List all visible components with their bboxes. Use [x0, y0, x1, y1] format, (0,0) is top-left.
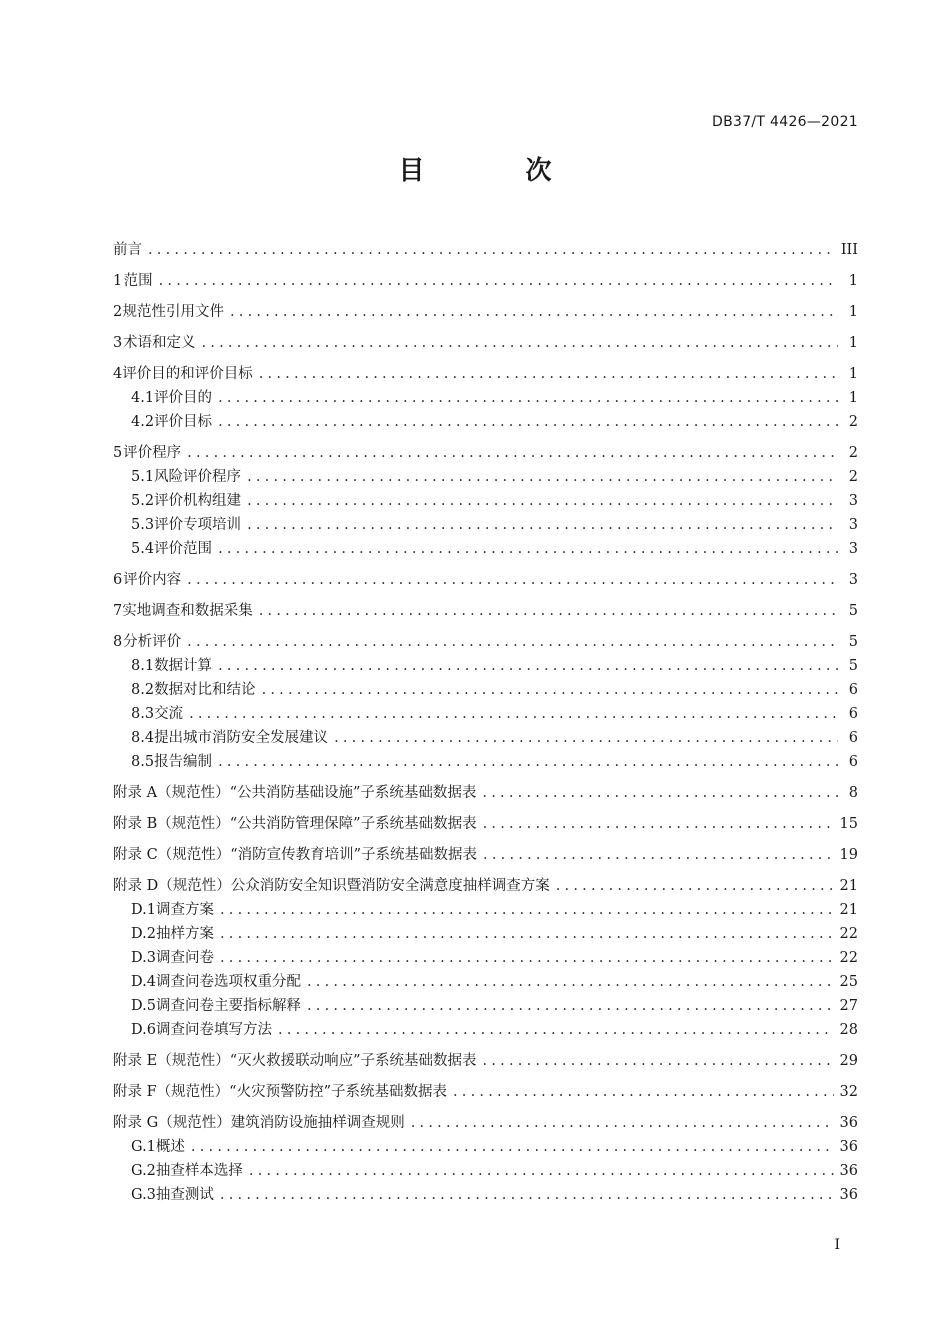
toc-entry-number: 5: [113, 445, 123, 461]
toc-leader-dots: [411, 1111, 834, 1135]
toc-entry[interactable]: [113, 1135, 858, 1159]
toc-entry-page: 32: [839, 1084, 858, 1100]
toc-entry-page: 3: [848, 517, 858, 533]
toc-entry-title: 调查问卷主要指标解释: [155, 998, 301, 1014]
toc-leader-dots: [218, 386, 838, 410]
toc-entry[interactable]: [113, 812, 858, 836]
toc-leader-dots: [249, 1159, 834, 1183]
toc-entry-number: D.6: [131, 1022, 156, 1038]
toc-entry-page: 2: [848, 414, 858, 430]
toc-entry-page: 36: [839, 1139, 858, 1155]
toc-entry-page: 21: [839, 878, 858, 894]
toc-entry-page: 1: [848, 304, 858, 320]
toc-entry[interactable]: [113, 970, 858, 994]
toc-entry-page: 2: [848, 469, 858, 485]
toc-leader-dots: [556, 874, 834, 898]
toc-entry-title: 抽样方案: [155, 926, 214, 942]
toc-leader-dots: [230, 300, 838, 324]
toc-entry-title: 评价范围: [154, 541, 213, 557]
toc-leader-dots: [247, 513, 838, 537]
toc-entry-title: 报告编制: [154, 754, 213, 770]
toc-entry-page: 6: [848, 754, 858, 770]
toc-leader-dots: [453, 1080, 834, 1104]
toc-leader-dots: [247, 465, 838, 489]
toc-leader-dots: [201, 331, 838, 355]
toc-leader-dots: [218, 537, 838, 561]
toc-entry-page: 28: [839, 1022, 858, 1038]
toc-entry-number: 4.2: [131, 414, 155, 430]
toc-entry-title: 数据计算: [154, 658, 213, 674]
page-title: 目 次: [398, 156, 598, 186]
toc-entry-title: 附录 C（规范性）“消防宣传教育培训”子系统基础数据表: [113, 847, 478, 863]
toc-entry-title: 抽查样本选择: [155, 1163, 243, 1179]
toc-entry-number: 5.1: [131, 469, 155, 485]
toc-entry-title: 实地调查和数据采集: [122, 603, 253, 619]
toc-entry[interactable]: [113, 898, 858, 922]
toc-entry[interactable]: [113, 1183, 858, 1207]
toc-entry-title: 概述: [155, 1139, 185, 1155]
toc-entry[interactable]: [113, 678, 858, 702]
toc-leader-dots: [218, 654, 838, 678]
toc-entry-title: 调查问卷: [155, 950, 214, 966]
page-number: I: [834, 1237, 840, 1253]
toc-entry-number: 5.4: [131, 541, 155, 557]
toc-leader-dots: [187, 630, 838, 654]
toc-leader-dots: [220, 946, 834, 970]
toc-leader-dots: [483, 812, 834, 836]
toc-entry[interactable]: [113, 410, 858, 434]
toc-entry-number: 6: [113, 572, 123, 588]
toc-leader-dots: [218, 410, 838, 434]
toc-leader-dots: [187, 568, 838, 592]
toc-entry[interactable]: [113, 922, 858, 946]
table-of-contents: [113, 238, 858, 1207]
toc-entry-number: D.3: [131, 950, 156, 966]
toc-entry-number: 4: [113, 366, 123, 382]
toc-leader-dots: [259, 599, 838, 623]
toc-entry-number: G.3: [131, 1187, 156, 1203]
toc-entry-page: 3: [848, 493, 858, 509]
toc-entry[interactable]: [113, 489, 858, 513]
toc-entry-page: 5: [848, 603, 858, 619]
toc-entry-title: 提出城市消防安全发展建议: [154, 730, 329, 746]
toc-entry-page: 36: [839, 1115, 858, 1131]
toc-entry-page: 19: [839, 847, 858, 863]
toc-entry-title: 前言: [113, 242, 142, 258]
toc-entry-title: 附录 E（规范性）“灭火救援联动响应”子系统基础数据表: [113, 1053, 477, 1069]
toc-entry-page: 5: [848, 658, 858, 674]
toc-entry-number: 5.3: [131, 517, 155, 533]
toc-entry-number: G.2: [131, 1163, 156, 1179]
toc-entry-page: 27: [839, 998, 858, 1014]
toc-entry-number: 8.4: [131, 730, 155, 746]
toc-entry[interactable]: [113, 1159, 858, 1183]
toc-entry-page: 22: [839, 926, 858, 942]
toc-entry-page: 6: [848, 706, 858, 722]
toc-entry-title: 范围: [123, 273, 153, 289]
toc-entry-page: 1: [848, 390, 858, 406]
toc-entry[interactable]: [113, 1111, 858, 1135]
toc-entry-title: 评价机构组建: [154, 493, 242, 509]
toc-entry-page: 2: [848, 445, 858, 461]
toc-entry-title: 附录 F（规范性）“火灾预警防控”子系统基础数据表: [113, 1084, 447, 1100]
toc-leader-dots: [220, 898, 834, 922]
toc-entry-page: 22: [839, 950, 858, 966]
toc-entry-title: 评价目标: [154, 414, 213, 430]
toc-entry-title: 附录 D（规范性）公众消防安全知识暨消防安全满意度抽样调查方案: [113, 878, 550, 894]
toc-entry-number: 8: [113, 634, 123, 650]
toc-entry[interactable]: [113, 269, 858, 293]
toc-leader-dots: [189, 702, 838, 726]
toc-leader-dots: [159, 269, 838, 293]
toc-entry[interactable]: [113, 1049, 858, 1073]
toc-entry[interactable]: [113, 1080, 858, 1104]
toc-entry[interactable]: [113, 599, 858, 623]
toc-leader-dots: [307, 970, 834, 994]
toc-entry-title: 评价目的: [154, 390, 213, 406]
toc-entry-number: 8.1: [131, 658, 155, 674]
toc-entry-title: 附录 G（规范性）建筑消防设施抽样调查规则: [113, 1115, 405, 1131]
toc-entry[interactable]: [113, 750, 858, 774]
toc-entry-title: 数据对比和结论: [154, 682, 256, 698]
toc-entry[interactable]: [113, 513, 858, 537]
toc-entry[interactable]: [113, 238, 858, 262]
toc-entry[interactable]: [113, 300, 858, 324]
toc-entry[interactable]: [113, 537, 858, 561]
toc-entry[interactable]: [113, 994, 858, 1018]
toc-leader-dots: [262, 678, 838, 702]
toc-entry[interactable]: [113, 843, 858, 867]
toc-entry[interactable]: [113, 874, 858, 898]
toc-leader-dots: [220, 1183, 834, 1207]
toc-entry-title: 分析评价: [123, 634, 182, 650]
toc-entry-title: 风险评价程序: [154, 469, 242, 485]
toc-leader-dots: [247, 489, 838, 513]
toc-entry[interactable]: [113, 726, 858, 750]
toc-entry-page: 1: [848, 335, 858, 351]
toc-entry-title: 评价程序: [123, 445, 182, 461]
toc-leader-dots: [218, 750, 838, 774]
toc-entry-page: 29: [839, 1053, 858, 1069]
toc-entry-title: 附录 A（规范性）“公共消防基础设施”子系统基础数据表: [113, 785, 477, 801]
toc-entry-number: D.5: [131, 998, 156, 1014]
toc-entry-page: 36: [839, 1187, 858, 1203]
toc-leader-dots: [334, 726, 838, 750]
toc-entry-page: 6: [848, 682, 858, 698]
toc-leader-dots: [483, 843, 834, 867]
toc-entry-number: 8.5: [131, 754, 155, 770]
toc-entry-number: 4.1: [131, 390, 155, 406]
toc-entry-title: 抽查测试: [155, 1187, 214, 1203]
toc-entry-page: 6: [848, 730, 858, 746]
toc-entry-title: 规范性引用文件: [122, 304, 224, 320]
toc-entry[interactable]: [113, 630, 858, 654]
toc-entry[interactable]: [113, 331, 858, 355]
toc-leader-dots: [148, 238, 835, 262]
toc-entry-page: 3: [848, 572, 858, 588]
toc-entry-title: 附录 B（规范性）“公共消防管理保障”子系统基础数据表: [113, 816, 477, 832]
toc-entry-title: 交流: [154, 706, 184, 722]
toc-entry-number: D.1: [131, 902, 156, 918]
toc-entry-page: 5: [848, 634, 858, 650]
toc-entry[interactable]: [113, 362, 858, 386]
toc-entry-number: 5.2: [131, 493, 155, 509]
toc-entry-page: III: [840, 242, 858, 258]
toc-leader-dots: [220, 922, 834, 946]
toc-entry-number: 7: [113, 603, 123, 619]
toc-entry-page: 15: [839, 816, 858, 832]
toc-entry[interactable]: [113, 568, 858, 592]
toc-entry-title: 评价目的和评价目标: [122, 366, 253, 382]
toc-entry-number: D.2: [131, 926, 156, 942]
toc-entry-title: 调查问卷填写方法: [155, 1022, 272, 1038]
toc-entry-number: D.4: [131, 974, 156, 990]
toc-leader-dots: [187, 441, 838, 465]
toc-entry-page: 8: [848, 785, 858, 801]
toc-entry-number: 1: [113, 273, 123, 289]
toc-leader-dots: [259, 362, 838, 386]
toc-leader-dots: [482, 781, 838, 805]
toc-entry-page: 21: [839, 902, 858, 918]
toc-entry-title: 调查方案: [155, 902, 214, 918]
toc-leader-dots: [191, 1135, 834, 1159]
document-code: DB37/T 4426—2021: [712, 114, 858, 130]
toc-leader-dots: [483, 1049, 834, 1073]
toc-entry-page: 3: [848, 541, 858, 557]
toc-entry[interactable]: [113, 441, 858, 465]
toc-entry[interactable]: [113, 946, 858, 970]
toc-entry[interactable]: [113, 386, 858, 410]
toc-entry-title: 调查问卷选项权重分配: [155, 974, 301, 990]
toc-entry-page: 36: [839, 1163, 858, 1179]
toc-entry[interactable]: [113, 702, 858, 726]
toc-entry-number: 2: [113, 304, 123, 320]
toc-leader-dots: [278, 1018, 834, 1042]
toc-entry-title: 评价专项培训: [154, 517, 242, 533]
toc-entry[interactable]: [113, 1018, 858, 1042]
toc-entry-number: 8.2: [131, 682, 155, 698]
toc-entry[interactable]: [113, 781, 858, 805]
toc-entry[interactable]: [113, 654, 858, 678]
toc-entry[interactable]: [113, 465, 858, 489]
toc-entry-number: G.1: [131, 1139, 156, 1155]
toc-entry-number: 8.3: [131, 706, 155, 722]
toc-entry-title: 术语和定义: [122, 335, 196, 351]
toc-entry-title: 评价内容: [123, 572, 182, 588]
toc-entry-page: 25: [839, 974, 858, 990]
toc-entry-page: 1: [848, 366, 858, 382]
toc-leader-dots: [307, 994, 834, 1018]
toc-entry-number: 3: [113, 335, 123, 351]
toc-entry-page: 1: [848, 273, 858, 289]
